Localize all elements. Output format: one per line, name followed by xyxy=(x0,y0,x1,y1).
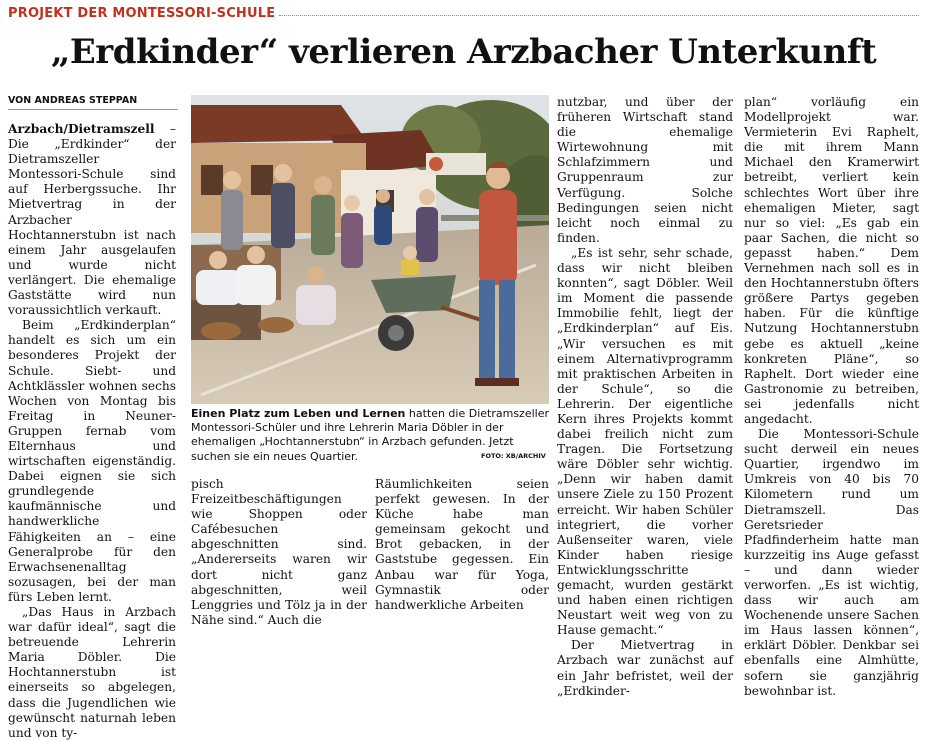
text-column-1 xyxy=(8,122,176,741)
paragraph: Der Mietvertrag in Arzbach war zunächst auf ein Jahr befristet, weil der „Erdkinder- xyxy=(557,638,733,698)
text-column-2 xyxy=(191,477,367,628)
photo-illustration xyxy=(191,95,549,404)
paragraph: Beim „Erdkinderplan“ handelt es sich um ein besonderes Projekt der Schule. Siebt- und Achtklässler wohnen sechs Wochen von Montag bis Freitag in Neuner-Gruppen fernab vom Elternhaus und wirtschaften eigenständig. Dabei eignen sie sich grundlegende kaufmännische und handwerkliche Fähigkeiten an – eine Generalprobe für den Erwachsenenalltag sozusagen, bei der man fürs Leben lernt. xyxy=(8,318,176,604)
caption-lead: Einen Platz zum Leben und Lernen xyxy=(191,407,406,420)
article-headline: „Erdkinder“ verlieren Arzbacher Unterkunft xyxy=(50,32,877,72)
paragraph: „Es ist sehr, sehr schade, dass wir nicht bleiben konnten“, sagt Döbler. Weil im Moment die passende Immobilie fehlt, liegt der „Erdkinderplan“ auf Eis. „Wir versuchen es mit einem Alternativprogramm mit praktischen Arbeiten in der Schule“, so die Lehrerin. Der eigentliche Kern ihres Projekts kommt dabei freilich nicht zum Tragen. Die Fortsetzung wäre Döbler sehr wichtig. „Denn wir haben damit unsere Ziele zu 150 Prozent erreicht. Wir haben Schüler integriert, die vorher Außenseiter waren, viele Kinder haben riesige Entwicklungsschritte gemacht, wurden gestärkt und haben einen richtigen Neustart weit weg von zu Hause gemacht.“ xyxy=(557,245,733,638)
paragraph: pisch Freizeitbeschäftigungen wie Shoppen oder Cafébesuchen abgeschnitten sind. „Andererseits waren wir dort nicht ganz abgeschnitten, weil Lenggries und Tölz ja in der Nähe sind.“ Auch die xyxy=(191,477,367,627)
photo-credit: FOTO: XB/ARCHIV xyxy=(481,452,546,460)
kicker-divider xyxy=(279,15,919,16)
paragraph: nutzbar, und über der früheren Wirtschaft stand die ehemalige Wirtewohnung mit Schlafzimmern und Gruppenraum zur Verfügung. Solche Bedingungen seien nicht leicht noch einmal zu finden. xyxy=(557,95,733,245)
paragraph-text: – Die „Erdkinder“ der Dietramszeller Montessori-Schule sind auf Herbergssuche. Ihr Mietvertrag in der Arzbacher Hochtannerstubn ist nach einem Jahr ausgelaufen und wurde nicht verlängert. Die ehemalige Gaststätte wird nun voraussichtlich verkauft. xyxy=(8,122,176,318)
paragraph: plan“ vorläufig ein Modellprojekt war. Vermieterin Evi Raphelt, die mit ihrem Mann Michael den Kramerwirt betreibt, verliert kein schlechtes Wort über ihre ehemaligen Mieter, sagt nur so viel: „Es gab ein paar Sachen, die nicht so gepasst haben.“ Dem Vernehmen nach soll es in den Hochtannerstubn öfters größere Partys gegeben haben. Für die künftige Nutzung Hochtannerstubn gebe es aktuell „keine konkreten Pläne“, so Raphelt. Dort wieder eine Gastronomie zu betreiben, sei jedenfalls nicht angedacht. xyxy=(744,95,919,426)
text-column-4 xyxy=(557,95,733,699)
paragraph-lead xyxy=(8,122,176,318)
text-column-3 xyxy=(375,477,549,613)
paragraph: Räumlichkeiten seien perfekt gewesen. In der Küche habe man gemeinsam gekocht und Brot gebacken, in der Gaststube gegessen. Ein Anbau war für Yoga, Gymnastik oder handwerkliche Arbeiten xyxy=(375,477,549,612)
paragraph: „Das Haus in Arzbach war dafür ideal“, sagt die betreuende Lehrerin Maria Döbler. Die Hochtannerstubn ist einerseits so abgelegen, dass die Jugendlichen wie gewünscht naturnah leben und von ty- xyxy=(8,605,176,740)
section-kicker: PROJEKT DER MONTESSORI-SCHULE xyxy=(8,6,276,21)
dateline: Arzbach/Dietramszell xyxy=(8,122,155,136)
paragraph: Die Montessori-Schule sucht derweil ein neues Quartier, irgendwo im Umkreis von 40 bis 70 Kilometern rund um Dietramszell. Das Geretsrieder Pfadfinderheim hatte man kurzzeitig ins Auge gefasst – und dann wieder verworfen. „Es ist wichtig, dass wir auch am Wochenende unsere Sachen im Haus lassen können“, erklärt Döbler. Denkbar sei ebenfalls eine Almhütte, sofern sie ganzjährig bewohnbar ist. xyxy=(744,427,919,698)
text-column-5 xyxy=(744,95,919,699)
article-photo xyxy=(191,95,549,404)
caption-text: hatten die Dietramszeller Montessori-Schüler und ihre Lehrerin Maria Döbler in der ehemaligen „Hochtannerstubn“ in Arzbach gefunden. Jetzt suchen sie ein neues Quartier. xyxy=(191,407,549,463)
author-byline: VON ANDREAS STEPPAN xyxy=(8,95,178,110)
